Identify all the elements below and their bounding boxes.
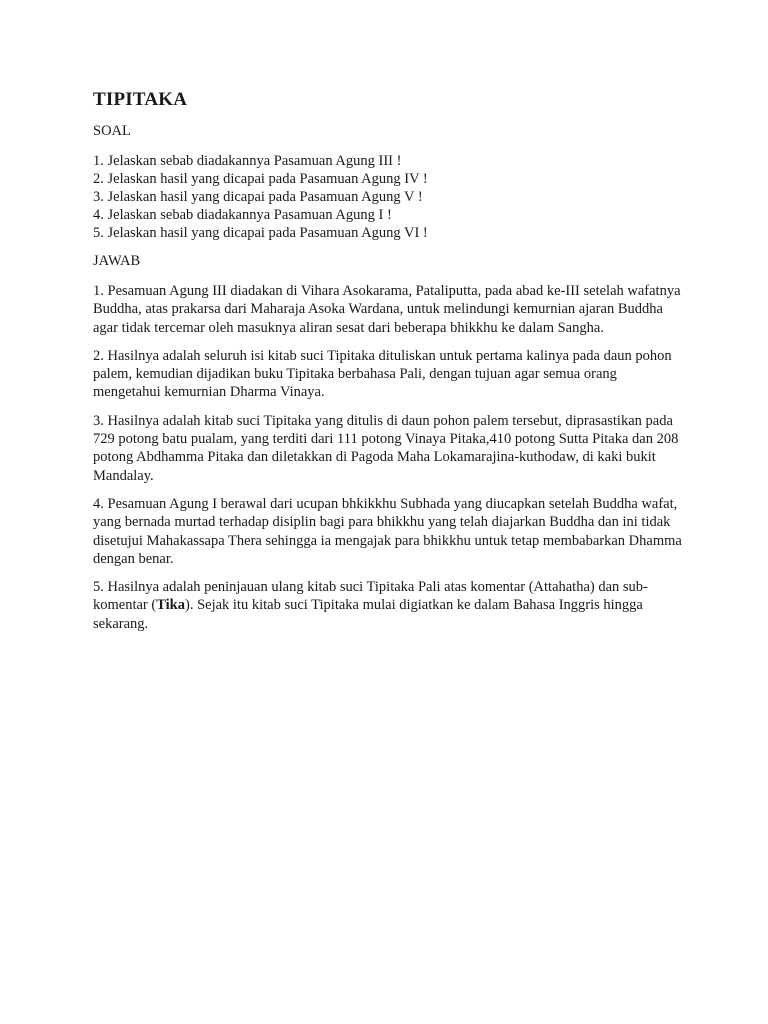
answer-paragraph: 4. Pesamuan Agung I berawal dari ucupan bhkikkhu Subhada yang diucapkan setelah Buddha wafat, yang bernada murtad terhadap disiplin bagi para bhikkhu yang telah diajarkan Buddha dan ini tidak disetujui Mahakassapa Thera sehingga ia mengajak para bhikkhu untuk tetap membabarkan Dhamma dengan benar. [93, 495, 682, 567]
answer-paragraph: 2. Hasilnya adalah seluruh isi kitab suci Tipitaka dituliskan untuk pertama kalinya pada daun pohon palem, kemudian dijadikan buku Tipitaka berbahasa Pali, dengan tujuan agar semua orang mengetahui kemurnian Dharma Vinaya. [93, 347, 672, 401]
question-item: 3. Jelaskan hasil yang dicapai pada Pasamuan Agung V ! [93, 189, 423, 205]
answer-bold-term: Tika [156, 597, 185, 614]
soal-heading: SOAL [93, 123, 131, 139]
question-list [93, 152, 693, 242]
answer-paragraph: 3. Hasilnya adalah kitab suci Tipitaka yang ditulis di daun pohon palem tersebut, diprasastikan pada 729 potong batu pualam, yang terditi dari 111 potong Vinaya Pitaka,410 potong Sutta Pitaka dan 208 potong Abdhamma Pitaka dan diletakkan di Pagoda Maha Lokamarajina-kuthodaw, di kaki bukit Mandalay. [93, 412, 679, 484]
document-page [93, 88, 693, 643]
answer-paragraph [93, 578, 683, 633]
document-title: TIPITAKA [93, 89, 188, 110]
question-item: 1. Jelaskan sebab diadakannya Pasamuan Agung III ! [93, 153, 402, 169]
answer-text: 5. Hasilnya adalah peninjauan ulang kitab suci Tipitaka Pali atas komentar (Attahatha) dan sub-komentar ( [93, 579, 648, 614]
question-item: 2. Jelaskan hasil yang dicapai pada Pasamuan Agung IV ! [93, 171, 428, 187]
question-item: 5. Jelaskan hasil yang dicapai pada Pasamuan Agung VI ! [93, 225, 428, 241]
question-item: 4. Jelaskan sebab diadakannya Pasamuan Agung I ! [93, 207, 392, 223]
jawab-heading: JAWAB [93, 253, 141, 269]
answer-paragraph: 1. Pesamuan Agung III diadakan di Vihara Asokarama, Pataliputta, pada abad ke-III setelah wafatnya Buddha, atas prakarsa dari Maharaja Asoka Wardana, untuk melindungi kemurnian ajaran Buddha agar tidak tercemar oleh masuknya aliran sesat dari beberapa bhikkhu ke dalam Sangha. [93, 283, 681, 336]
answer-text: ). Sejak itu kitab suci Tipitaka mulai digiatkan ke dalam Bahasa Inggris hingga sekarang. [93, 597, 643, 632]
